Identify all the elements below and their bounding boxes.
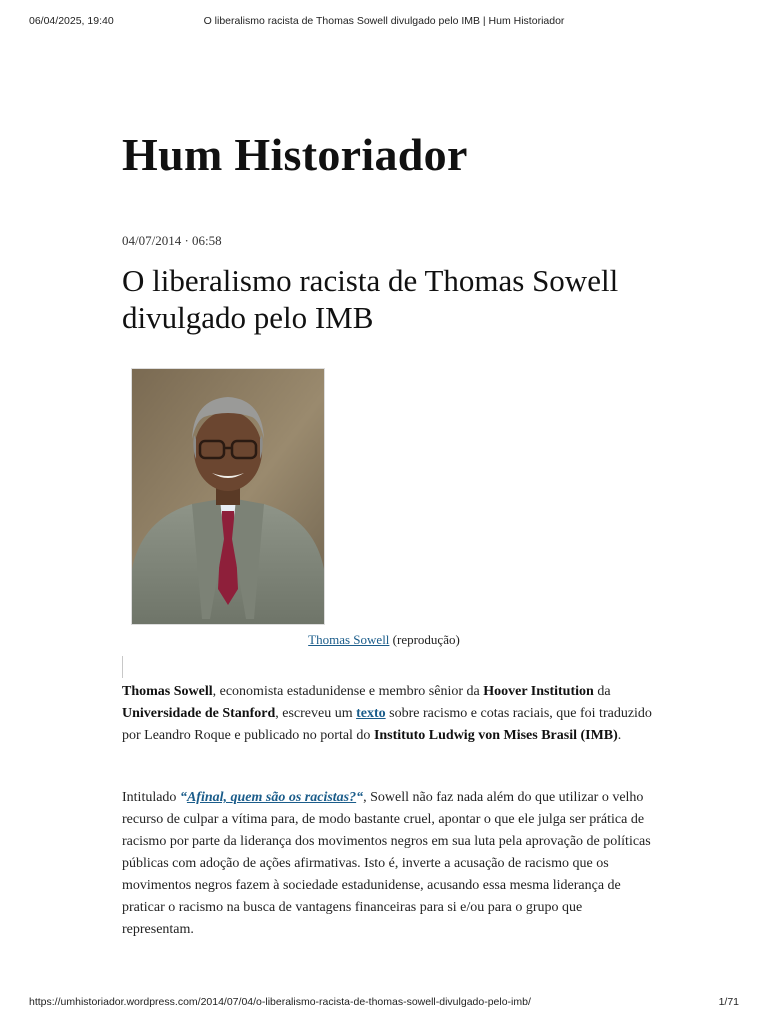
print-url: https://umhistoriador.wordpress.com/2014/07/04/o-liberalismo-racista-de-thomas-sowell-divulgado-pelo-imb/ xyxy=(29,996,531,1008)
text-span: da xyxy=(593,684,611,699)
bold-universidade-de-stanford: Universidade de Stanford xyxy=(122,706,276,721)
bold-thomas-sowell: Thomas Sowell xyxy=(122,684,213,699)
paragraph-2 xyxy=(122,787,654,941)
divider xyxy=(122,656,123,678)
quote-close: “ xyxy=(356,790,364,805)
text-span: . xyxy=(617,728,622,743)
image-caption xyxy=(0,632,768,648)
paragraph-1 xyxy=(122,681,654,747)
bold-hoover-institution: Hoover Institution xyxy=(483,684,594,699)
print-datetime: 06/04/2025, 19:40 xyxy=(29,15,114,27)
bold-instituto-mises: Instituto Ludwig von Mises Brasil (IMB) xyxy=(373,728,618,743)
print-header xyxy=(29,15,739,31)
link-afinal-quem-sao-os-racistas[interactable]: Afinal, quem são os racistas? xyxy=(186,790,357,805)
site-title[interactable]: Hum Historiador xyxy=(122,129,468,180)
text-span: sobre racismo e cotas raciais, que foi traduzido por Leandro Roque e publicado no portal do xyxy=(122,706,652,743)
caption-link-thomas-sowell[interactable]: Thomas Sowell xyxy=(308,632,390,647)
post-date: 04/07/2014 · 06:58 xyxy=(122,233,222,248)
caption-text: (reprodução) xyxy=(389,632,460,647)
print-page-number: 1/71 xyxy=(718,996,739,1008)
author-photo xyxy=(131,368,325,625)
print-footer xyxy=(29,996,739,1012)
text-span: , escreveu um xyxy=(275,706,357,721)
post-title: O liberalismo racista de Thomas Sowell divulgado pelo IMB xyxy=(122,263,619,335)
link-texto[interactable]: texto xyxy=(356,706,386,721)
print-document-title: O liberalismo racista de Thomas Sowell divulgado pelo IMB | Hum Historiador xyxy=(203,15,565,27)
text-span: Intitulado xyxy=(122,790,180,805)
quote-open: “ xyxy=(179,790,187,805)
text-span: , Sowell não faz nada além do que utilizar o velho recurso de culpar a vítima para, de modo bastante cruel, apontar o que ele julga ser prática de racismo por parte da liderança dos movimentos negros em sua luta pela aprovação de políticas públicas com adoção de ações afirmativas. Isto é, inverte a acusação de racismo que os movimentos negros fazem à sociedade estadunidense, acusando essa mesma liderança de praticar o racismo na busca de vantagens financeiras para si e/ou para o grupo que representam. xyxy=(122,790,651,937)
text-span: , economista estadunidense e membro sênior da xyxy=(212,684,484,699)
